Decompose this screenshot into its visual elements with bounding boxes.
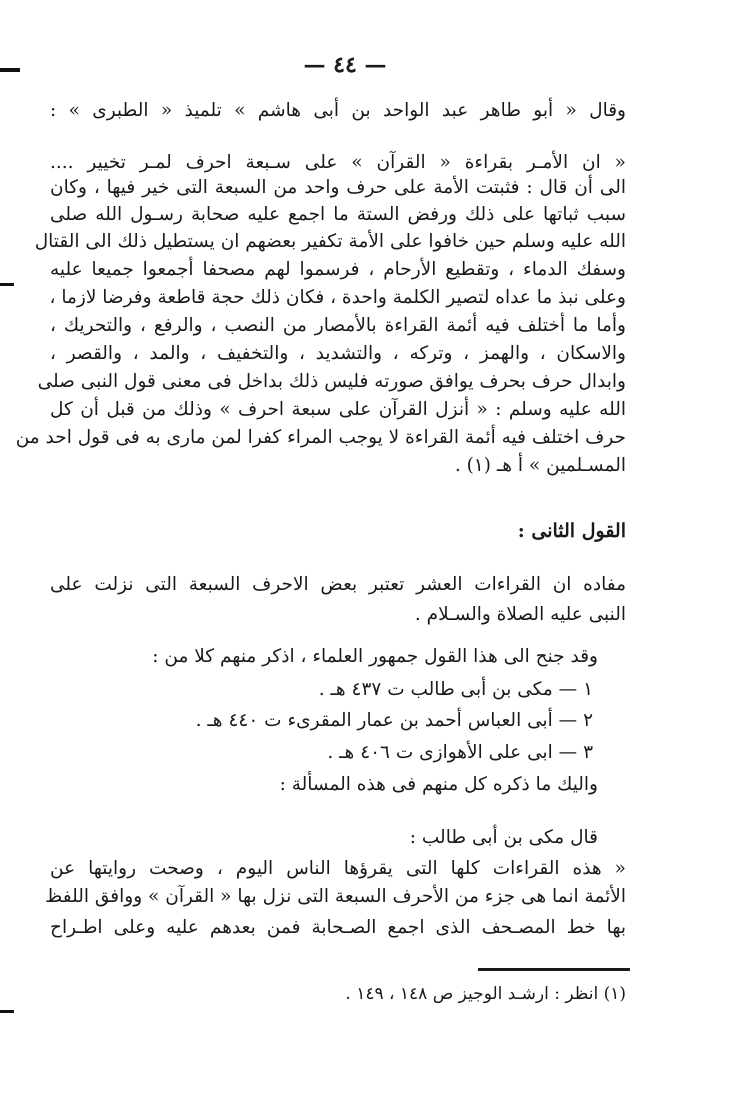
text-line: الله عليه وسلم : « أنزل القرآن على سبعة احرف » وذلك من قبل أن كل (50, 399, 626, 420)
scan-edge-mark (0, 1010, 14, 1013)
text-line: وسفك الدماء ، وتقطيع الأرحام ، فرسموا لهم مصحفا أجمعوا جميعا عليه (50, 259, 626, 280)
text-line: « ان الأمـر بقراءة « القرآن » على سـبعة احرف لمـر تخيير .... (50, 152, 626, 173)
quote-line: بها خط المصـحف الذى اجمع الصـحابة فمن بعدهم عليه وعلى اطـراح (50, 917, 626, 938)
list-item: ٢ — أبى العباس أحمد بن عمار المقرىء ت ٤٤٠ هـ . (195, 710, 593, 731)
text-line: النبى عليه الصلاة والسـلام . (414, 604, 626, 625)
list-item: ٣ — ابى على الأهوازى ت ٤٠٦ هـ . (327, 742, 593, 763)
list-item: ١ — مكى بن أبى طالب ت ٤٣٧ هـ . (318, 679, 593, 700)
text-line: المسـلمين » أ هـ (١) . (454, 455, 626, 476)
text-line: وأما ما أختلف فيه أئمة القراءة بالأمصار من النصب ، والرفع ، والتحريك ، (50, 315, 626, 336)
quote-intro: قال مكى بن أبى طالب : (409, 827, 598, 848)
footnote-rule (478, 968, 630, 971)
text-line: سبب ثباتها على ذلك ورفض الستة ما اجمع عليه صحابة رسـول الله صلى (50, 204, 626, 225)
scan-edge-mark (0, 283, 14, 286)
text-line: وعلى نبذ ما عداه لتصير الكلمة واحدة ، فكان ذلك حجة قاطعة وفرضا لازما ، (49, 287, 626, 308)
quote-line: « هذه القراءات كلها التى يقرؤها الناس اليوم ، وصحت روايتها عن (50, 858, 626, 879)
text-line: الله عليه وسلم حين خافوا على الأمة تكفير بعضهم ان يستطيل ذلك الى القتال (34, 231, 626, 252)
page-number: — ٤٤ — (303, 52, 387, 78)
section-heading: القول الثانى : (517, 520, 626, 542)
text-line: وقال « أبو طاهر عبد الواحد بن أبى هاشم » تلميذ « الطبرى » : (50, 100, 626, 121)
closing-line: واليك ما ذكره كل منهم فى هذه المسألة : (279, 774, 598, 795)
text-line: الى أن قال : فثبتت الأمة على حرف واحد من السبعة التى خير فيها ، وكان (50, 177, 626, 198)
footnote: (١) انظر : ارشـد الوجيز ص ١٤٨ ، ١٤٩ . (345, 984, 626, 1004)
intro-line: وقد جنح الى هذا القول جمهور العلماء ، اذكر منهم كلا من : (152, 646, 598, 667)
text-line: مفاده ان القراءات العشر تعتبر بعض الاحرف السبعة التى نزلت على (50, 574, 626, 595)
text-line: حرف اختلف فيه أئمة القراءة لا يوجب المراء كفرا لمن مارى به فى قول احد من (15, 427, 626, 448)
scan-edge-mark (0, 68, 20, 72)
text-line: وابدال حرف بحرف يوافق صورته فليس ذلك بداخل فى معنى قول النبى صلى (37, 371, 626, 392)
text-line: والاسكان ، والهمز ، وتركه ، والتشديد ، والتخفيف ، والمد ، والقصر ، (50, 343, 626, 364)
quote-line: الأئمة انما هى جزء من الأحرف السبعة التى نزل بها « القرآن » ووافق اللفظ (45, 886, 626, 907)
